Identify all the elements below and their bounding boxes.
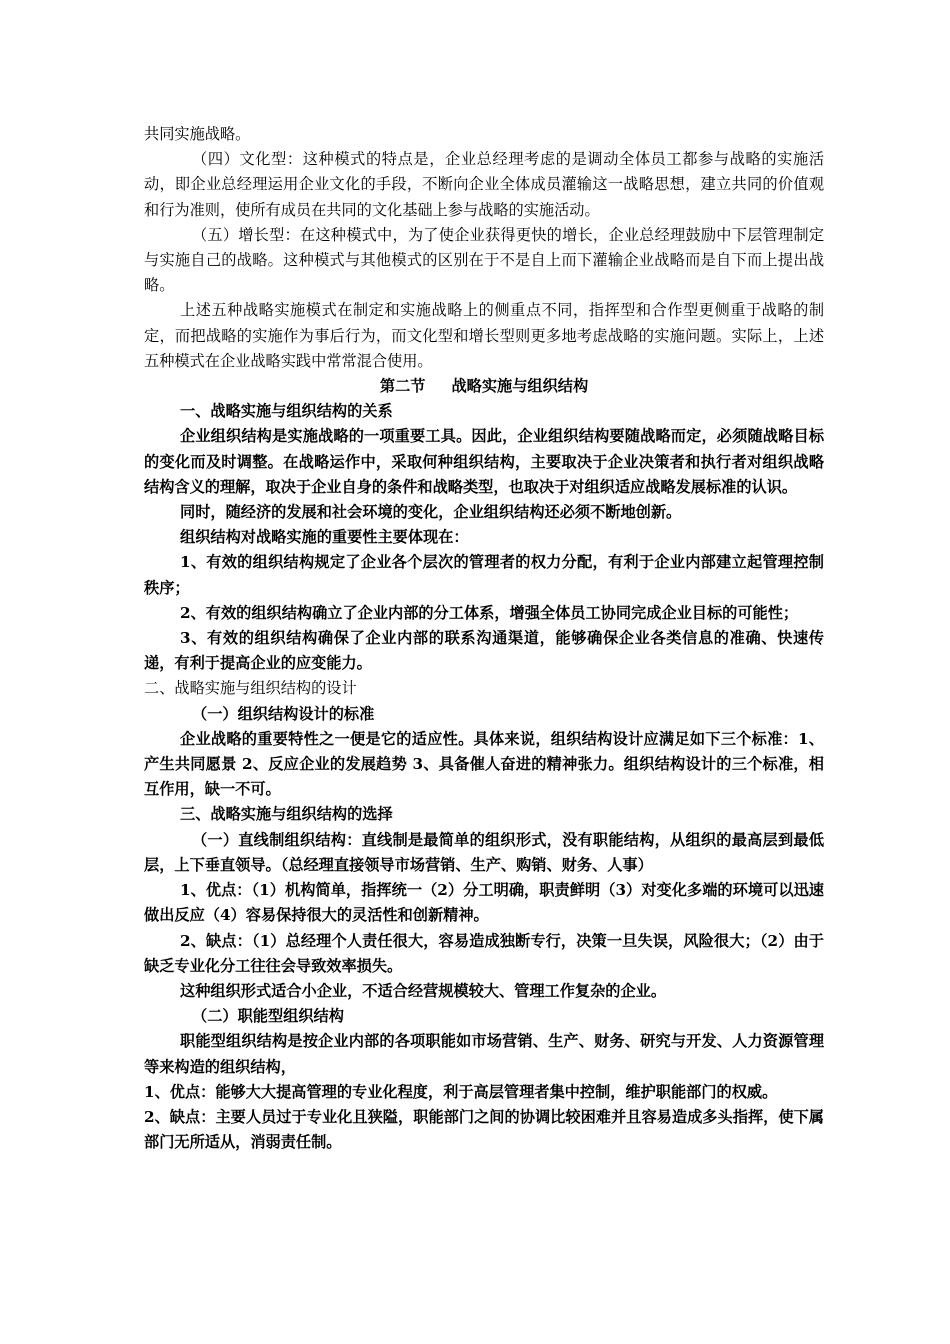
part3-subheading-2: （二）职能型组织结构 xyxy=(192,1007,344,1026)
part3-heading: 三、战略实施与组织结构的选择 xyxy=(180,805,393,824)
part2-paragraph-1: 企业战略的重要特性之一便是它的适应性。具体来说，组织结构设计应满足如下三个标准：1、产生共同愿景 2、反应企业的发展趋势 3、具备催人奋进的精神张力。组织结构设计的三个标准，相互作用，缺一不可。 xyxy=(144,729,824,799)
part2-subheading-1: （一）组织结构设计的标准 xyxy=(192,704,375,723)
section-number: 第二节 xyxy=(379,377,426,396)
part1-item-1: 1、有效的组织结构规定了企业各个层次的管理者的权力分配，有利于企业内部建立起管理控制秩序； xyxy=(144,553,824,597)
document-body xyxy=(144,122,824,1155)
part1-item-2: 2、有效的组织结构确立了企业内部的分工体系，增强全体员工协同完成企业目标的可能性； xyxy=(180,603,799,622)
section-title: 战略实施与组织结构 xyxy=(451,377,589,396)
part3-subheading-1: （一）直线制组织结构：直线制是最简单的组织形式，没有职能结构，从组织的最高层到最低层，上下垂直领导。（总经理直接领导市场营销、生产、购销、财务、人事） xyxy=(144,830,824,874)
part3-sub2-paragraph: 职能型组织结构是按企业内部的各项职能如市场营销、生产、财务、研究与开发、人力资源管理等来构造的组织结构， xyxy=(144,1032,824,1076)
paragraph-continuation: 共同实施战略。 xyxy=(144,125,251,143)
part2-heading: 二、战略实施与组织结构的设计 xyxy=(144,679,357,698)
part3-sub2-advantages: 1、优点：能够大大提高管理的专业化程度，利于高层管理者集中控制，维护职能部门的权威。 xyxy=(144,1082,778,1101)
paragraph-five-models-summary: 上述五种战略实施模式在制定和实施战略上的侧重点不同，指挥型和合作型更侧重于战略的制定，而把战略的实施作为事后行为，而文化型和增长型则更多地考虑战略的实施问题。实际上，上述五种模式在企业战略实践中常常混合使用。 xyxy=(144,301,824,370)
paragraph-culture-model: （四）文化型：这种模式的特点是，企业总经理考虑的是调动全体员工都参与战略的实施活动，即企业总经理运用企业文化的手段，不断向企业全体成员灌输这一战略思想，建立共同的价值观和行为准则，使所有成员在共同的文化基础上参与战略的实施活动。 xyxy=(144,150,824,219)
part1-heading: 一、战略实施与组织结构的关系 xyxy=(180,402,393,421)
part1-paragraph-2: 同时，随经济的发展和社会环境的变化，企业组织结构还必须不断地创新。 xyxy=(180,503,682,522)
part3-sub1-applicability: 这种组织形式适合小企业，不适合经营规模较大、管理工作复杂的企业。 xyxy=(180,981,666,1000)
part3-sub1-advantages: 1、优点：（1）机构简单，指挥统一（2）分工明确，职责鲜明（3）对变化多端的环境可以迅速做出反应（4）容易保持很大的灵活性和创新精神。 xyxy=(144,881,824,925)
part1-paragraph-3: 组织结构对战略实施的重要性主要体现在： xyxy=(180,528,469,547)
part1-paragraph-1: 企业组织结构是实施战略的一项重要工具。因此，企业组织结构要随战略而定，必须随战略目标的变化而及时调整。在战略运作中，采取何种组织结构，主要取决于企业决策者和执行者对组织战略结构含义的理解，取决于企业自身的条件和战略类型，也取决于对组织适应战略发展标准的认识。 xyxy=(144,427,824,496)
part1-item-3: 3、有效的组织结构确保了企业内部的联系沟通渠道，能够确保企业各类信息的准确、快速传递，有利于提高企业的应变能力。 xyxy=(144,629,824,673)
section-heading xyxy=(144,374,824,399)
paragraph-growth-model: （五）增长型：在这种模式中，为了使企业获得更快的增长，企业总经理鼓励中下层管理制定与实施自己的战略。这种模式与其他模式的区别在于不是自上而下灌输企业战略而是自下而上提出战略。 xyxy=(144,225,824,295)
part3-sub1-disadvantages: 2、缺点：（1）总经理个人责任很大，容易造成独断专行，决策一旦失误，风险很大；（2）由于缺乏专业化分工往往会导致效率损失。 xyxy=(144,931,824,975)
part3-sub2-disadvantages: 2、缺点：主要人员过于专业化且狭隘，职能部门之间的协调比较困难并且容易造成多头指挥，使下属部门无所适从，消弱责任制。 xyxy=(144,1107,824,1152)
